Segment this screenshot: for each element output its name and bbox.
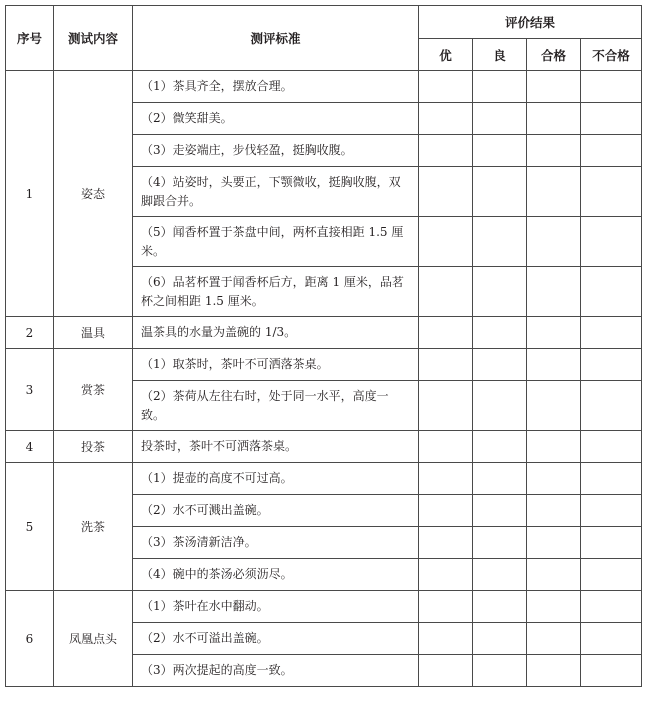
header-grade-pass: 合格: [527, 39, 581, 71]
grade-cell-fail: [581, 349, 642, 381]
grade-cell-good: [473, 463, 527, 495]
grade-cell-excellent: [419, 559, 473, 591]
grade-cell-good: [473, 495, 527, 527]
grade-cell-excellent: [419, 349, 473, 381]
grade-cell-pass: [527, 135, 581, 167]
test-item: 姿态: [54, 71, 133, 317]
criterion: （5）闻香杯置于茶盘中间，两杯直接相距 1.5 厘米。: [133, 217, 419, 267]
header-standard: 测评标准: [133, 6, 419, 71]
grade-cell-pass: [527, 217, 581, 267]
header-result: 评价结果: [419, 6, 642, 39]
grade-cell-good: [473, 349, 527, 381]
row-index: 2: [6, 317, 54, 349]
row-index: 1: [6, 71, 54, 317]
grade-cell-good: [473, 71, 527, 103]
grade-cell-good: [473, 527, 527, 559]
grade-cell-fail: [581, 103, 642, 135]
grade-cell-excellent: [419, 217, 473, 267]
grade-cell-pass: [527, 317, 581, 349]
criterion: （6）品茗杯置于闻香杯后方，距离 1 厘米，品茗杯之间相距 1.5 厘米。: [133, 267, 419, 317]
grade-cell-excellent: [419, 591, 473, 623]
criterion: 温茶具的水量为盖碗的 1/3。: [133, 317, 419, 349]
grade-cell-fail: [581, 167, 642, 217]
grade-cell-pass: [527, 103, 581, 135]
grade-cell-pass: [527, 623, 581, 655]
grade-cell-fail: [581, 623, 642, 655]
test-item: 洗茶: [54, 463, 133, 591]
criterion: （2）水不可溅出盖碗。: [133, 495, 419, 527]
grade-cell-fail: [581, 135, 642, 167]
criterion: （2）茶荷从左往右时，处于同一水平，高度一致。: [133, 381, 419, 431]
grade-cell-good: [473, 559, 527, 591]
grade-cell-good: [473, 135, 527, 167]
grade-cell-pass: [527, 381, 581, 431]
criterion: （3）走姿端庄，步伐轻盈，挺胸收腹。: [133, 135, 419, 167]
header-index: 序号: [6, 6, 54, 71]
grade-cell-good: [473, 431, 527, 463]
grade-cell-pass: [527, 527, 581, 559]
criterion: （1）取茶时，茶叶不可洒落茶桌。: [133, 349, 419, 381]
grade-cell-excellent: [419, 381, 473, 431]
grade-cell-excellent: [419, 103, 473, 135]
grade-cell-pass: [527, 167, 581, 217]
grade-cell-fail: [581, 463, 642, 495]
grade-cell-excellent: [419, 167, 473, 217]
grade-cell-excellent: [419, 135, 473, 167]
row-index: 5: [6, 463, 54, 591]
test-item: 温具: [54, 317, 133, 349]
grade-cell-excellent: [419, 527, 473, 559]
table-row: [6, 431, 642, 463]
test-item: 赏茶: [54, 349, 133, 431]
header-grade-excellent: 优: [419, 39, 473, 71]
grade-cell-good: [473, 217, 527, 267]
grade-cell-pass: [527, 349, 581, 381]
table-row: [6, 349, 642, 381]
grade-cell-good: [473, 655, 527, 687]
grade-cell-fail: [581, 655, 642, 687]
evaluation-sheet: [5, 5, 641, 687]
grade-cell-fail: [581, 317, 642, 349]
criterion: （1）茶叶在水中翻动。: [133, 591, 419, 623]
evaluation-table: [5, 5, 642, 687]
grade-cell-fail: [581, 267, 642, 317]
grade-cell-pass: [527, 463, 581, 495]
criterion: （3）茶汤清新洁净。: [133, 527, 419, 559]
grade-cell-fail: [581, 559, 642, 591]
row-index: 3: [6, 349, 54, 431]
grade-cell-pass: [527, 591, 581, 623]
grade-cell-good: [473, 591, 527, 623]
grade-cell-fail: [581, 527, 642, 559]
table-row: [6, 463, 642, 495]
grade-cell-excellent: [419, 317, 473, 349]
criterion: （3）两次提起的高度一致。: [133, 655, 419, 687]
grade-cell-excellent: [419, 267, 473, 317]
grade-cell-fail: [581, 71, 642, 103]
criterion: （2）水不可溢出盖碗。: [133, 623, 419, 655]
grade-cell-fail: [581, 217, 642, 267]
grade-cell-good: [473, 167, 527, 217]
grade-cell-excellent: [419, 495, 473, 527]
grade-cell-fail: [581, 381, 642, 431]
criterion: （1）提壶的高度不可过高。: [133, 463, 419, 495]
grade-cell-pass: [527, 431, 581, 463]
row-index: 6: [6, 591, 54, 687]
header-content: 测试内容: [54, 6, 133, 71]
criterion: （4）碗中的茶汤必须沥尽。: [133, 559, 419, 591]
grade-cell-excellent: [419, 623, 473, 655]
grade-cell-excellent: [419, 655, 473, 687]
criterion: （4）站姿时，头要正，下颚微收，挺胸收腹，双脚跟合并。: [133, 167, 419, 217]
test-item: 投茶: [54, 431, 133, 463]
grade-cell-pass: [527, 71, 581, 103]
criterion: 投茶时，茶叶不可洒落茶桌。: [133, 431, 419, 463]
grade-cell-fail: [581, 495, 642, 527]
grade-cell-fail: [581, 591, 642, 623]
grade-cell-excellent: [419, 71, 473, 103]
criterion: （1）茶具齐全，摆放合理。: [133, 71, 419, 103]
header-grade-fail: 不合格: [581, 39, 642, 71]
table-row: [6, 71, 642, 103]
grade-cell-good: [473, 623, 527, 655]
grade-cell-excellent: [419, 463, 473, 495]
grade-cell-good: [473, 103, 527, 135]
header-grade-good: 良: [473, 39, 527, 71]
grade-cell-good: [473, 267, 527, 317]
row-index: 4: [6, 431, 54, 463]
table-row: [6, 591, 642, 623]
criterion: （2）微笑甜美。: [133, 103, 419, 135]
grade-cell-excellent: [419, 431, 473, 463]
table-row: [6, 317, 642, 349]
grade-cell-pass: [527, 267, 581, 317]
grade-cell-pass: [527, 495, 581, 527]
grade-cell-pass: [527, 655, 581, 687]
grade-cell-good: [473, 381, 527, 431]
grade-cell-fail: [581, 431, 642, 463]
grade-cell-good: [473, 317, 527, 349]
grade-cell-pass: [527, 559, 581, 591]
test-item: 凤凰点头: [54, 591, 133, 687]
